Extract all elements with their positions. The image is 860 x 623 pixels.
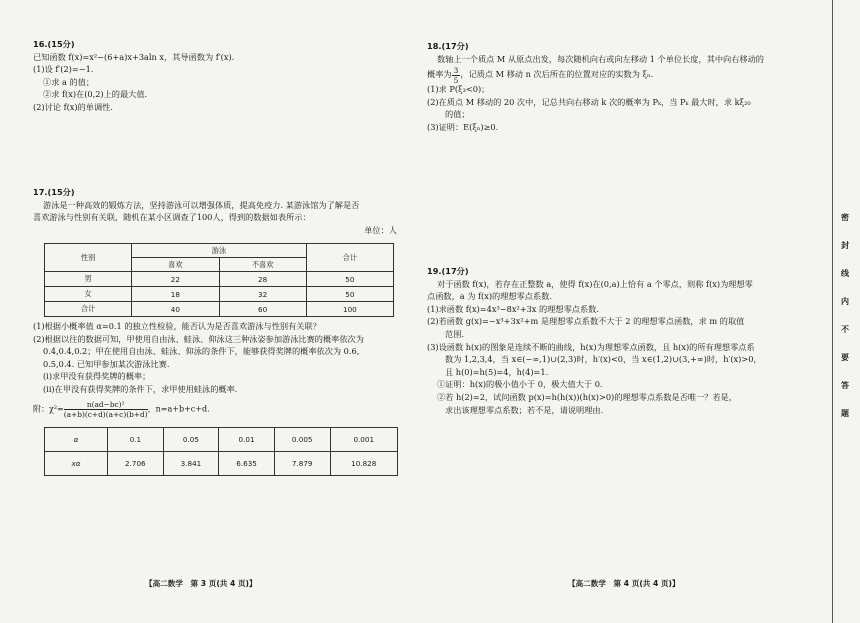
question-2: 0.5,0.4. 已知甲参加某次游泳比赛. bbox=[43, 358, 170, 369]
header-total: 合计 bbox=[306, 244, 393, 272]
cell: 100 bbox=[306, 302, 393, 317]
fraction-denominator: 5 bbox=[453, 75, 459, 85]
seal-char: 要 bbox=[841, 353, 849, 362]
cell: 18 bbox=[132, 287, 219, 302]
question-2ii: (ⅱ)在甲没有获得奖牌的条件下，求甲使用蛙泳的概率. bbox=[43, 383, 238, 394]
problem-16-line: (1)设 f′(2)=−1. bbox=[33, 64, 94, 75]
problem-18-line: (3)证明：E(ξₙ)≥0. bbox=[427, 121, 499, 132]
problem-16-title: 16.(15分) bbox=[33, 39, 75, 49]
cell: 7.879 bbox=[274, 452, 330, 476]
seal-char: 不 bbox=[841, 325, 849, 334]
cell: 0.05 bbox=[163, 428, 219, 452]
cell: 女 bbox=[45, 287, 132, 302]
formula bbox=[33, 400, 210, 419]
footer-left: 【高二数学 第 3 页(共 4 页)】 bbox=[145, 579, 257, 588]
problem-19-line: (3)设函数 h(x)的图象是连续不断的曲线，h(x)为理想零点函数，且 h(x)的所有理想零点系 bbox=[427, 341, 755, 352]
header-swim: 游泳 bbox=[132, 244, 307, 258]
formula-suffix: ，n=a+b+c+d. bbox=[147, 404, 210, 414]
formula-prefix: 附：χ²= bbox=[33, 404, 64, 414]
formula-numerator: n(ad−bc)² bbox=[64, 400, 148, 410]
text: 概率为 bbox=[427, 69, 452, 80]
problem-19-line: 且 h(0)=h(5)=4，h(4)=1. bbox=[445, 366, 549, 377]
cell: 3.841 bbox=[163, 452, 219, 476]
problem-16-line: ①求 a 的值； bbox=[43, 76, 95, 87]
unit-label: 单位：人 bbox=[364, 224, 397, 235]
problem-19-line: (1)求函数 f(x)=4x³−8x²+3x 的理想零点系数. bbox=[427, 303, 599, 314]
problem-16-line: ②求 f(x)在(0,2)上的最大值. bbox=[43, 89, 148, 100]
seal-char: 密 bbox=[841, 213, 849, 222]
seal-column bbox=[810, 0, 860, 623]
cell: 0.001 bbox=[330, 428, 398, 452]
cell: 22 bbox=[132, 272, 219, 287]
problem-17-intro: 游泳是一种高效的锻炼方法，坚持游泳可以增强体质，提高免疫力. 某游泳馆为了解是否 bbox=[43, 199, 360, 210]
cell: 50 bbox=[306, 287, 393, 302]
cell: 50 bbox=[306, 272, 393, 287]
seal-char: 封 bbox=[841, 241, 849, 250]
problem-18 bbox=[427, 40, 764, 134]
table-row bbox=[45, 452, 398, 476]
survey-table bbox=[44, 243, 394, 317]
problem-16-line: 已知函数 f(x)=x²−(6+a)x+3aln x，其导函数为 f′(x). bbox=[33, 51, 235, 62]
seal-char: 题 bbox=[841, 409, 849, 418]
text: ，记质点 M 移动 n 次后所在的位置对应的实数为 ξₙ. bbox=[460, 69, 654, 80]
problem-18-line bbox=[427, 65, 764, 83]
question-2: 0.4,0.4,0.2；甲在使用自由泳、蛙泳、仰泳的条件下，能够获得奖牌的概率依次为 0.6, bbox=[43, 346, 360, 357]
cell: 32 bbox=[219, 287, 306, 302]
header-dislike: 不喜欢 bbox=[219, 258, 306, 272]
question-1: (1)根据小概率值 α=0.1 的独立性检验，能否认为是否喜欢游泳与性别有关联？ bbox=[33, 321, 321, 331]
header-like: 喜欢 bbox=[132, 258, 219, 272]
seal-line bbox=[832, 0, 833, 623]
problem-19-line: 点函数，a 为 f(x)的理想零点系数. bbox=[427, 291, 552, 302]
problem-19-line: (2)若函数 g(x)=−x³+3x²+m 是理想零点系数不大于 2 的理想零点函数，求 m 的取值 bbox=[427, 316, 745, 327]
problem-19-line: 范围. bbox=[445, 328, 464, 339]
problem-19 bbox=[427, 265, 762, 416]
problem-18-line: (1)求 P(ξ₃<0)； bbox=[427, 84, 490, 95]
critical-value-table bbox=[44, 427, 398, 476]
problem-19-line: ①证明：h(x)的极小值小于 0，极大值大于 0. bbox=[437, 379, 603, 390]
problem-17 bbox=[33, 186, 397, 236]
cell: 0.005 bbox=[274, 428, 330, 452]
cell: 2.706 bbox=[108, 452, 164, 476]
table-row bbox=[45, 287, 394, 302]
cell: xα bbox=[45, 452, 108, 476]
header-gender: 性别 bbox=[45, 244, 132, 272]
table-row bbox=[45, 428, 398, 452]
right-page bbox=[420, 0, 810, 623]
problem-19-title: 19.(17分) bbox=[427, 266, 469, 276]
footer-right: 【高二数学 第 4 页(共 4 页)】 bbox=[568, 579, 680, 588]
cell: 28 bbox=[219, 272, 306, 287]
probability-fraction bbox=[452, 66, 461, 85]
problem-19-line: 求出该理想零点系数；若不是，请说明理由. bbox=[445, 404, 604, 415]
problem-16 bbox=[33, 38, 234, 114]
cell: 合计 bbox=[45, 302, 132, 317]
cell: α bbox=[45, 428, 108, 452]
cell: 60 bbox=[219, 302, 306, 317]
seal-char: 内 bbox=[841, 297, 849, 306]
cell: 10.828 bbox=[330, 452, 398, 476]
problem-19-line: ②若 h(2)=2，试问函数 p(x)=h(h(x))(h(x)>0)的理想零点系数是否唯一？若是， bbox=[437, 391, 738, 402]
seal-char: 线 bbox=[841, 269, 849, 278]
cell: 40 bbox=[132, 302, 219, 317]
cell: 0.1 bbox=[108, 428, 164, 452]
problem-16-line: (2)讨论 f(x)的单调性. bbox=[33, 101, 113, 112]
formula-fraction bbox=[64, 400, 148, 419]
problem-18-line: (2)在质点 M 移动的 20 次中，记总共向右移动 k 次的概率为 Pₖ，当 Pₖ 最大时，求 kξ₂₀ bbox=[427, 96, 751, 107]
problem-17-intro: 喜欢游泳与性别有关联，随机在某小区调查了100人，得到的数据如表所示： bbox=[33, 212, 311, 223]
fraction-numerator: 3 bbox=[453, 65, 459, 75]
problem-18-line: 数轴上一个质点 M 从原点出发，每次随机向右或向左移动 1 个单位长度，其中向右移动的 bbox=[437, 53, 764, 64]
problem-18-line: 的值； bbox=[445, 109, 470, 120]
table-row bbox=[45, 302, 394, 317]
cell: 0.01 bbox=[219, 428, 275, 452]
question-2: (2)根据以往的数据可知，甲使用自由泳、蛙泳、仰泳这三种泳姿参加游泳比赛的概率依次为 bbox=[33, 333, 364, 344]
seal-char: 答 bbox=[841, 381, 849, 390]
formula-denominator: (a+b)(c+d)(a+c)(b+d) bbox=[63, 410, 148, 419]
problem-18-title: 18.(17分) bbox=[427, 41, 469, 51]
cell: 6.635 bbox=[219, 452, 275, 476]
left-page bbox=[0, 0, 420, 623]
problem-17-title: 17.(15分) bbox=[33, 187, 75, 197]
problem-19-line: 数为 1,2,3,4，当 x∈(−∞,1)∪(2,3)时，h′(x)<0，当 x∈(1,2)∪(3,+∞)时，h′(x)>0， bbox=[445, 354, 762, 365]
cell: 男 bbox=[45, 272, 132, 287]
question-2i: (ⅰ)求甲没有获得奖牌的概率； bbox=[43, 371, 151, 382]
problem-19-line: 对于函数 f(x)，若存在正整数 a，使得 f(x)在(0,a)上恰有 a 个零点，则称 f(x)为理想零 bbox=[437, 278, 753, 289]
table-row bbox=[45, 272, 394, 287]
problem-17-questions bbox=[33, 320, 364, 396]
